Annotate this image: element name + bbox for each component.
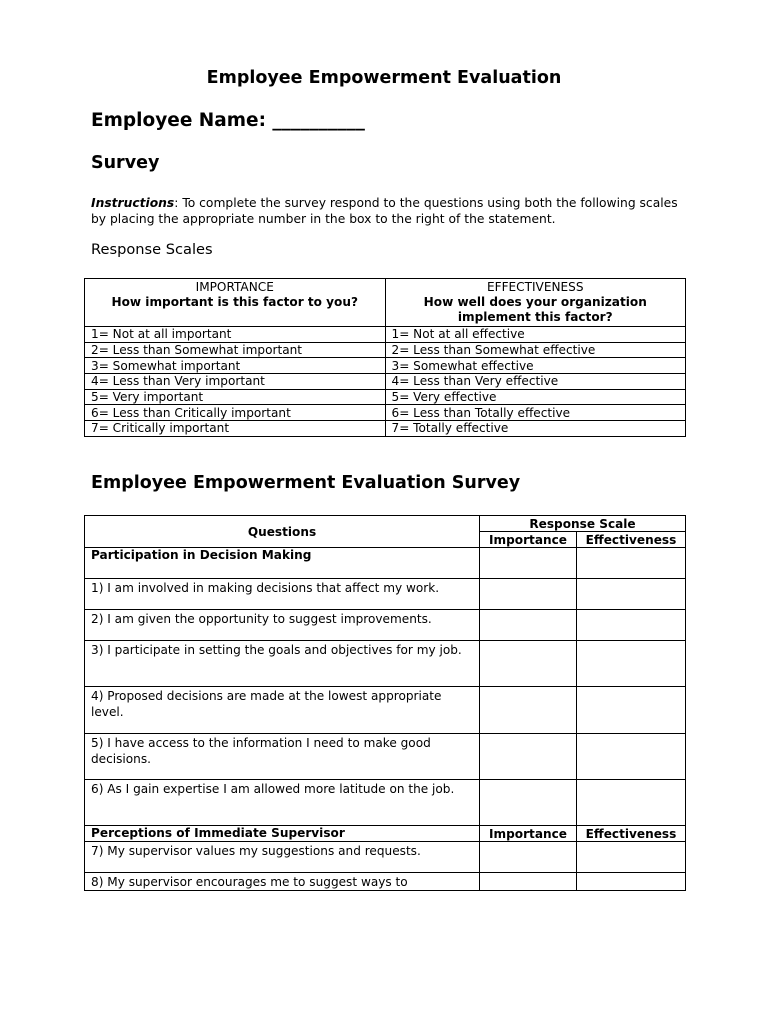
- question-row: [85, 610, 686, 641]
- effectiveness-answer-box[interactable]: [577, 610, 686, 641]
- effectiveness-column-header: Effectiveness: [577, 826, 686, 842]
- question-row: [85, 641, 686, 687]
- effectiveness-scale-item: 5= Very effective: [385, 389, 686, 405]
- effectiveness-answer-box[interactable]: [577, 873, 686, 891]
- importance-scale-item: 1= Not at all important: [85, 327, 386, 343]
- effectiveness-title: EFFECTIVENESS: [486, 280, 584, 294]
- response-scales-table: [84, 278, 686, 437]
- question-6: 6) As I gain expertise I am allowed more latitude on the job.: [85, 780, 480, 826]
- effectiveness-scale-item: 2= Less than Somewhat effective: [385, 342, 686, 358]
- question-row: [85, 687, 686, 734]
- question-row: [85, 873, 686, 891]
- importance-answer-box[interactable]: [480, 641, 577, 687]
- effectiveness-scale-item: 7= Totally effective: [385, 421, 686, 437]
- response-scale-header: Response Scale: [480, 516, 686, 532]
- importance-answer-box[interactable]: [480, 780, 577, 826]
- instructions-text: : To complete the survey respond to the questions using both the following scales by placing the appropriate number in the box to the right of the statement.: [91, 196, 678, 226]
- survey-header-row: [85, 516, 686, 532]
- question-2: 2) I am given the opportunity to suggest improvements.: [85, 610, 480, 641]
- question-row: [85, 842, 686, 873]
- scale-row: [85, 342, 686, 358]
- effectiveness-answer-box[interactable]: [577, 579, 686, 610]
- importance-column-header: Importance: [480, 532, 577, 548]
- effectiveness-scale-item: 4= Less than Very effective: [385, 374, 686, 390]
- effectiveness-answer-box[interactable]: [577, 548, 686, 579]
- importance-answer-box[interactable]: [480, 842, 577, 873]
- scale-row: [85, 389, 686, 405]
- survey-title: Employee Empowerment Evaluation Survey: [91, 473, 521, 493]
- question-5: 5) I have access to the information I need to make good decisions.: [85, 734, 480, 780]
- question-row: [85, 579, 686, 610]
- importance-answer-box[interactable]: [480, 548, 577, 579]
- importance-scale-item: 6= Less than Critically important: [85, 405, 386, 421]
- effectiveness-column-header: Effectiveness: [577, 532, 686, 548]
- importance-answer-box[interactable]: [480, 873, 577, 891]
- question-8: 8) My supervisor encourages me to suggest ways to: [85, 873, 480, 891]
- section-supervisor: Perceptions of Immediate Supervisor: [85, 826, 480, 842]
- survey-table: [84, 515, 686, 891]
- importance-header: [85, 279, 386, 327]
- effectiveness-header: [385, 279, 686, 327]
- scales-header-row: [85, 279, 686, 327]
- question-4: 4) Proposed decisions are made at the lowest appropriate level.: [85, 687, 480, 734]
- importance-question: How important is this factor to you?: [111, 295, 358, 309]
- question-7: 7) My supervisor values my suggestions and requests.: [85, 842, 480, 873]
- employee-name-label: Employee Name: __________: [91, 110, 365, 131]
- scale-row: [85, 327, 686, 343]
- importance-title: IMPORTANCE: [195, 280, 274, 294]
- effectiveness-answer-box[interactable]: [577, 734, 686, 780]
- importance-answer-box[interactable]: [480, 687, 577, 734]
- section-row: [85, 548, 686, 579]
- section-participation: Participation in Decision Making: [85, 548, 480, 579]
- effectiveness-scale-item: 1= Not at all effective: [385, 327, 686, 343]
- effectiveness-scale-item: 3= Somewhat effective: [385, 358, 686, 374]
- effectiveness-question: How well does your organization implement this factor?: [423, 295, 647, 324]
- importance-scale-item: 3= Somewhat important: [85, 358, 386, 374]
- question-1: 1) I am involved in making decisions that affect my work.: [85, 579, 480, 610]
- instructions: [91, 195, 691, 227]
- scale-row: [85, 374, 686, 390]
- questions-header: Questions: [85, 516, 480, 548]
- effectiveness-answer-box[interactable]: [577, 780, 686, 826]
- importance-scale-item: 5= Very important: [85, 389, 386, 405]
- importance-answer-box[interactable]: [480, 734, 577, 780]
- effectiveness-answer-box[interactable]: [577, 687, 686, 734]
- survey-heading: Survey: [91, 153, 160, 173]
- effectiveness-answer-box[interactable]: [577, 641, 686, 687]
- scale-row: [85, 358, 686, 374]
- importance-answer-box[interactable]: [480, 579, 577, 610]
- importance-column-header: Importance: [480, 826, 577, 842]
- question-3: 3) I participate in setting the goals and objectives for my job.: [85, 641, 480, 687]
- scale-row: [85, 405, 686, 421]
- importance-answer-box[interactable]: [480, 610, 577, 641]
- importance-scale-item: 4= Less than Very important: [85, 374, 386, 390]
- page-title: Employee Empowerment Evaluation: [206, 68, 562, 88]
- effectiveness-scale-item: 6= Less than Totally effective: [385, 405, 686, 421]
- response-scales-heading: Response Scales: [91, 241, 213, 258]
- importance-scale-item: 7= Critically important: [85, 421, 386, 437]
- effectiveness-answer-box[interactable]: [577, 842, 686, 873]
- instructions-lead: Instructions: [91, 196, 175, 210]
- question-row: [85, 780, 686, 826]
- scale-row: [85, 421, 686, 437]
- question-row: [85, 734, 686, 780]
- section-row: [85, 826, 686, 842]
- importance-scale-item: 2= Less than Somewhat important: [85, 342, 386, 358]
